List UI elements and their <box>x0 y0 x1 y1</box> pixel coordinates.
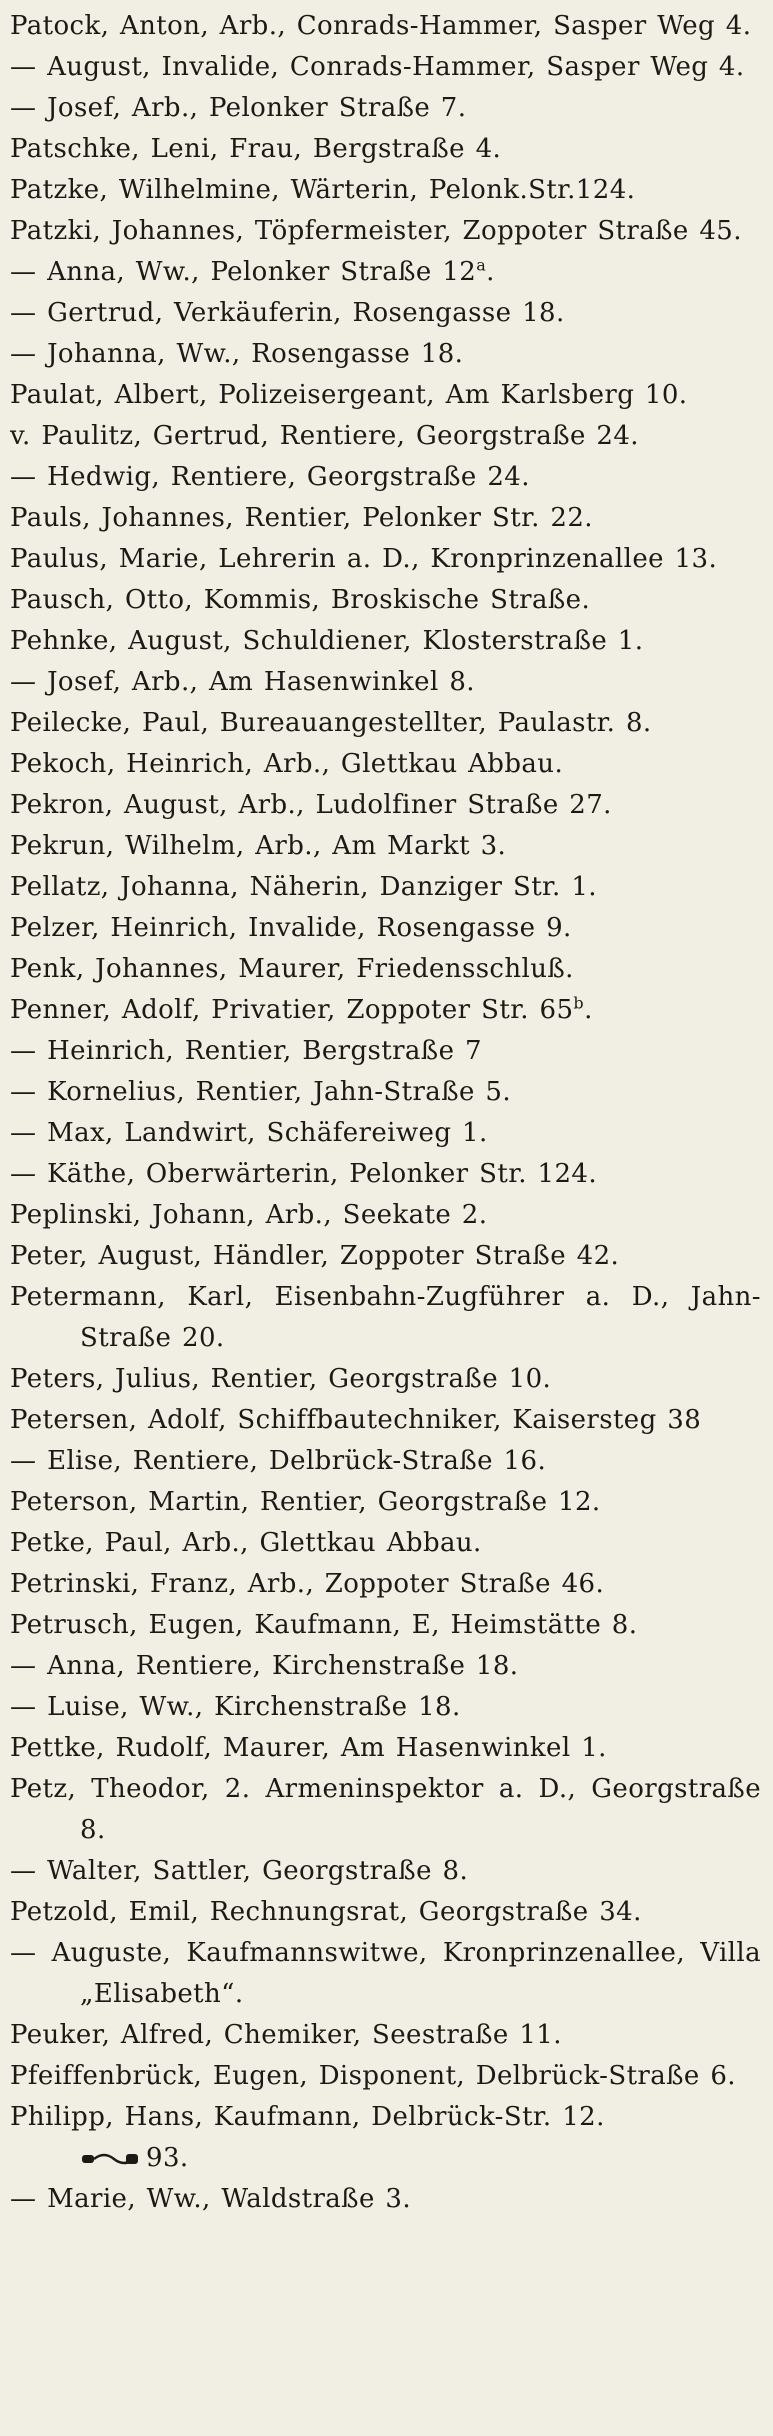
entry-text: — Auguste, Kaufmannswitwe, Kronprinzenallee, Villa „Elisabeth“. <box>10 1938 761 2009</box>
entry-text: — Josef, Arb., Am Hasenwinkel 8. <box>10 667 475 697</box>
phone-number: 93. <box>146 2143 189 2173</box>
directory-entry <box>10 1646 761 1687</box>
directory-entry <box>10 1851 761 1892</box>
directory-entry <box>10 1236 761 1277</box>
directory-entry <box>10 2179 761 2220</box>
directory-entry <box>10 1687 761 1728</box>
entry-text: — Kornelius, Rentier, Jahn-Straße 5. <box>10 1077 512 1107</box>
directory-entry <box>10 1359 761 1400</box>
entry-text: Pettke, Rudolf, Maurer, Am Hasenwinkel 1. <box>10 1733 607 1763</box>
house-number-suffix: b <box>573 993 585 1013</box>
directory-entry <box>10 416 761 457</box>
entry-text: — Anna, Ww., Pelonker Straße 12 <box>10 257 477 287</box>
entry-text: Peuker, Alfred, Chemiker, Seestraße 11. <box>10 2020 562 2050</box>
entry-punctuation: . <box>584 995 593 1025</box>
directory-entry <box>10 662 761 703</box>
directory-entry <box>10 47 761 88</box>
entry-text: — Walter, Sattler, Georgstraße 8. <box>10 1856 469 1886</box>
directory-entry <box>10 1441 761 1482</box>
directory-entry <box>10 1400 761 1441</box>
entry-text: — Heinrich, Rentier, Bergstraße 7 <box>10 1036 482 1066</box>
entry-text: Penner, Adolf, Privatier, Zoppoter Str. 65 <box>10 995 574 1025</box>
entry-text: — Hedwig, Rentiere, Georgstraße 24. <box>10 462 530 492</box>
entry-text: — Käthe, Oberwärterin, Pelonker Str. 124. <box>10 1159 598 1189</box>
entry-list <box>10 6 761 2220</box>
directory-entry <box>10 252 761 293</box>
directory-entry <box>10 744 761 785</box>
directory-entry <box>10 826 761 867</box>
entry-text: Petke, Paul, Arb., Glettkau Abbau. <box>10 1528 482 1558</box>
directory-entry <box>10 2015 761 2056</box>
directory-entry <box>10 1195 761 1236</box>
directory-entry <box>10 1933 761 2015</box>
directory-entry <box>10 1072 761 1113</box>
directory-entry <box>10 867 761 908</box>
directory-entry <box>10 1564 761 1605</box>
directory-entry <box>10 1769 761 1851</box>
entry-text: Peplinski, Johann, Arb., Seekate 2. <box>10 1200 488 1230</box>
entry-text: Paulus, Marie, Lehrerin a. D., Kronprinzenallee 13. <box>10 544 718 574</box>
entry-text: — Anna, Rentiere, Kirchenstraße 18. <box>10 1651 519 1681</box>
directory-entry <box>10 6 761 47</box>
entry-text: Petermann, Karl, Eisenbahn-Zugführer a. D., Jahn-Straße 20. <box>10 1282 761 1353</box>
directory-entry <box>10 703 761 744</box>
directory-entry <box>10 1113 761 1154</box>
entry-text: Pauls, Johannes, Rentier, Pelonker Str. 22. <box>10 503 593 533</box>
directory-entry <box>10 1031 761 1072</box>
entry-text: — Max, Landwirt, Schäfereiweg 1. <box>10 1118 488 1148</box>
entry-text: Paulat, Albert, Polizeisergeant, Am Karlsberg 10. <box>10 380 688 410</box>
entry-text: Peterson, Martin, Rentier, Georgstraße 12. <box>10 1487 601 1517</box>
entry-text: Pausch, Otto, Kommis, Broskische Straße. <box>10 585 591 615</box>
directory-entry <box>10 949 761 990</box>
directory-entry <box>10 539 761 580</box>
directory-entry <box>10 785 761 826</box>
entry-text: Pelzer, Heinrich, Invalide, Rosengasse 9. <box>10 913 572 943</box>
directory-entry <box>10 1482 761 1523</box>
entry-text: Petzold, Emil, Rechnungsrat, Georgstraße 34. <box>10 1897 642 1927</box>
entry-text: — Luise, Ww., Kirchenstraße 18. <box>10 1692 461 1722</box>
entry-text: — Josef, Arb., Pelonker Straße 7. <box>10 93 467 123</box>
directory-entry <box>10 1728 761 1769</box>
directory-entry <box>10 375 761 416</box>
entry-text: Pekrun, Wilhelm, Arb., Am Markt 3. <box>10 831 507 861</box>
entry-text: v. Paulitz, Gertrud, Rentiere, Georgstraße 24. <box>10 421 639 451</box>
directory-entry <box>10 334 761 375</box>
directory-entry <box>10 908 761 949</box>
entry-text: Petrinski, Franz, Arb., Zoppoter Straße 46. <box>10 1569 605 1599</box>
entry-text: Philipp, Hans, Kaufmann, Delbrück-Str. 12. <box>10 2102 605 2132</box>
directory-entry <box>10 457 761 498</box>
entry-text: Peters, Julius, Rentier, Georgstraße 10. <box>10 1364 552 1394</box>
directory-entry <box>10 1605 761 1646</box>
directory-entry <box>10 621 761 662</box>
entry-text: Peilecke, Paul, Bureauangestellter, Paulastr. 8. <box>10 708 652 738</box>
telephone-icon <box>80 2149 140 2169</box>
directory-entry <box>10 129 761 170</box>
entry-text: Petersen, Adolf, Schiffbautechniker, Kaisersteg 38 <box>10 1405 702 1435</box>
entry-text: — August, Invalide, Conrads-Hammer, Sasper Weg 4. <box>10 52 745 82</box>
directory-entry <box>10 580 761 621</box>
entry-text: — Elise, Rentiere, Delbrück-Straße 16. <box>10 1446 547 1476</box>
entry-text: Petz, Theodor, 2. Armeninspektor a. D., Georgstraße 8. <box>10 1774 761 1845</box>
directory-entry <box>10 2097 761 2179</box>
directory-entry <box>10 88 761 129</box>
directory-entry <box>10 990 761 1031</box>
directory-entry <box>10 170 761 211</box>
directory-entry <box>10 2056 761 2097</box>
directory-entry <box>10 1892 761 1933</box>
directory-entry <box>10 211 761 252</box>
entry-text: Pellatz, Johanna, Näherin, Danziger Str. 1. <box>10 872 597 902</box>
entry-text: Pekron, August, Arb., Ludolfiner Straße 27. <box>10 790 612 820</box>
entry-text: Pfeiffenbrück, Eugen, Disponent, Delbrück-Straße 6. <box>10 2061 736 2091</box>
entry-text: — Gertrud, Verkäuferin, Rosengasse 18. <box>10 298 565 328</box>
directory-entry <box>10 498 761 539</box>
entry-punctuation: . <box>486 257 495 287</box>
house-number-suffix: a <box>476 255 487 275</box>
entry-text: Patock, Anton, Arb., Conrads-Hammer, Sasper Weg 4. <box>10 11 752 41</box>
entry-text: Patzke, Wilhelmine, Wärterin, Pelonk.Str.124. <box>10 175 636 205</box>
entry-text: Patschke, Leni, Frau, Bergstraße 4. <box>10 134 502 164</box>
directory-entry <box>10 1154 761 1195</box>
entry-text: Petrusch, Eugen, Kaufmann, E, Heimstätte 8. <box>10 1610 638 1640</box>
directory-entry <box>10 293 761 334</box>
entry-text: Pehnke, August, Schuldiener, Klosterstraße 1. <box>10 626 644 656</box>
entry-text: Patzki, Johannes, Töpfermeister, Zoppoter Straße 45. <box>10 216 742 246</box>
entry-text: Peter, August, Händler, Zoppoter Straße 42. <box>10 1241 620 1271</box>
entry-text: Pekoch, Heinrich, Arb., Glettkau Abbau. <box>10 749 564 779</box>
entry-text: Penk, Johannes, Maurer, Friedensschluß. <box>10 954 574 984</box>
entry-text: — Johanna, Ww., Rosengasse 18. <box>10 339 464 369</box>
phone-line <box>80 2143 189 2173</box>
entry-text: — Marie, Ww., Waldstraße 3. <box>10 2184 412 2214</box>
directory-entry <box>10 1523 761 1564</box>
directory-entry <box>10 1277 761 1359</box>
